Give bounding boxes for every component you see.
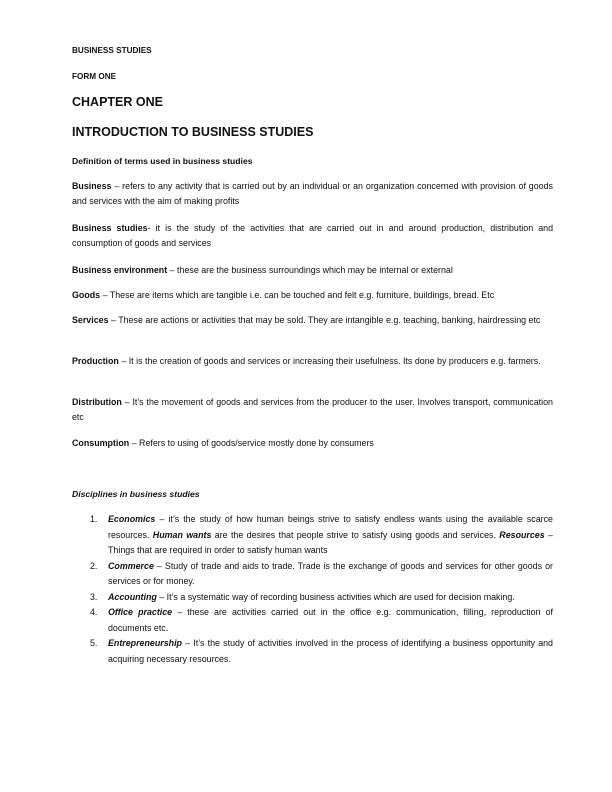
term: Consumption <box>72 438 130 448</box>
definition-goods <box>72 288 553 303</box>
list-item <box>72 512 553 559</box>
definition-production <box>72 354 553 369</box>
item-number: 5. <box>90 638 98 648</box>
item-text: – Study of trade and aids to trade. Trade is the exchange of goods and services for other goods or services or for money. <box>108 560 553 586</box>
term: Economics <box>108 514 156 524</box>
item-number: 4. <box>90 607 98 617</box>
definition-consumption <box>72 436 553 451</box>
item-number: 2. <box>90 560 98 571</box>
list-item <box>72 636 553 667</box>
subject-label: BUSINESS STUDIES <box>72 46 152 55</box>
item-number: 3. <box>90 591 98 602</box>
disciplines-heading: Disciplines in business studies <box>72 489 200 499</box>
list-item <box>72 605 553 636</box>
list-item <box>72 559 553 590</box>
definition-services <box>72 313 553 328</box>
term: Resources <box>499 529 545 540</box>
term: Accounting <box>108 591 157 602</box>
term: Business studies <box>72 223 148 233</box>
definition-business-studies <box>72 221 553 250</box>
term: Office practice <box>108 607 173 617</box>
definition-text: – It is the creation of goods and services or increasing their usefulness. Its done by producers e.g. farmers. <box>118 356 541 366</box>
form-label: FORM ONE <box>72 72 117 81</box>
term: Business environment <box>72 265 168 275</box>
term: Entrepreneurship <box>108 638 182 648</box>
item-text: – it’s the study of how human beings strive to satisfy endless wants using the available scarce resources. <box>108 514 553 540</box>
term: Services <box>72 315 109 325</box>
definition-text: – Refers to using of goods/service mostly done by consumers <box>129 438 374 448</box>
page-title: INTRODUCTION TO BUSINESS STUDIES <box>72 125 314 139</box>
definition-text: – These are actions or activities that may be sold. They are intangible e.g. teaching, banking, hairdressing etc <box>108 315 541 325</box>
chapter-heading: CHAPTER ONE <box>72 95 163 109</box>
term: Business <box>72 181 112 191</box>
item-text: – It’s the study of activities involved in the process of identifying a business opportunity and acquiring necessary resources. <box>108 638 553 664</box>
definition-text: – these are the business surroundings which may be internal or external <box>167 265 453 275</box>
definition-text: – These are items which are tangible i.e. can be touched and felt e.g. furniture, buildings, bread. Etc <box>100 290 495 300</box>
definition-business <box>72 179 553 208</box>
item-text: are the desires that people strive to satisfy using goods and services. <box>211 529 500 540</box>
definition-text: – It’s the movement of goods and services from the producer to the user. Involves transport, communication etc <box>72 397 553 422</box>
term: Commerce <box>108 560 154 571</box>
definition-text: - it is the study of the activities that are carried out in and around production, distribution and consumption of goods and services <box>72 223 554 248</box>
item-text: – these are activities carried out in the office e.g. communication, filling, reproduction of documents etc. <box>108 607 554 633</box>
item-text: – Things that are required in order to satisfy human wants <box>108 529 553 555</box>
definition-business-environment <box>72 263 553 278</box>
disciplines-list <box>72 512 553 667</box>
term: Distribution <box>72 397 122 407</box>
list-item <box>72 590 553 606</box>
definition-distribution <box>72 395 553 424</box>
term: Production <box>72 356 119 366</box>
item-number: 1. <box>90 514 98 524</box>
definitions-heading: Definition of terms used in business studies <box>72 156 253 166</box>
definition-text: – refers to any activity that is carried out by an individual or an organization concerned with provision of goods and services with the aim of making profits <box>72 181 553 206</box>
term: Human wants <box>152 529 212 540</box>
term: Goods <box>72 290 101 300</box>
item-text: – It’s a systematic way of recording business activities which are used for decision making. <box>156 591 515 602</box>
